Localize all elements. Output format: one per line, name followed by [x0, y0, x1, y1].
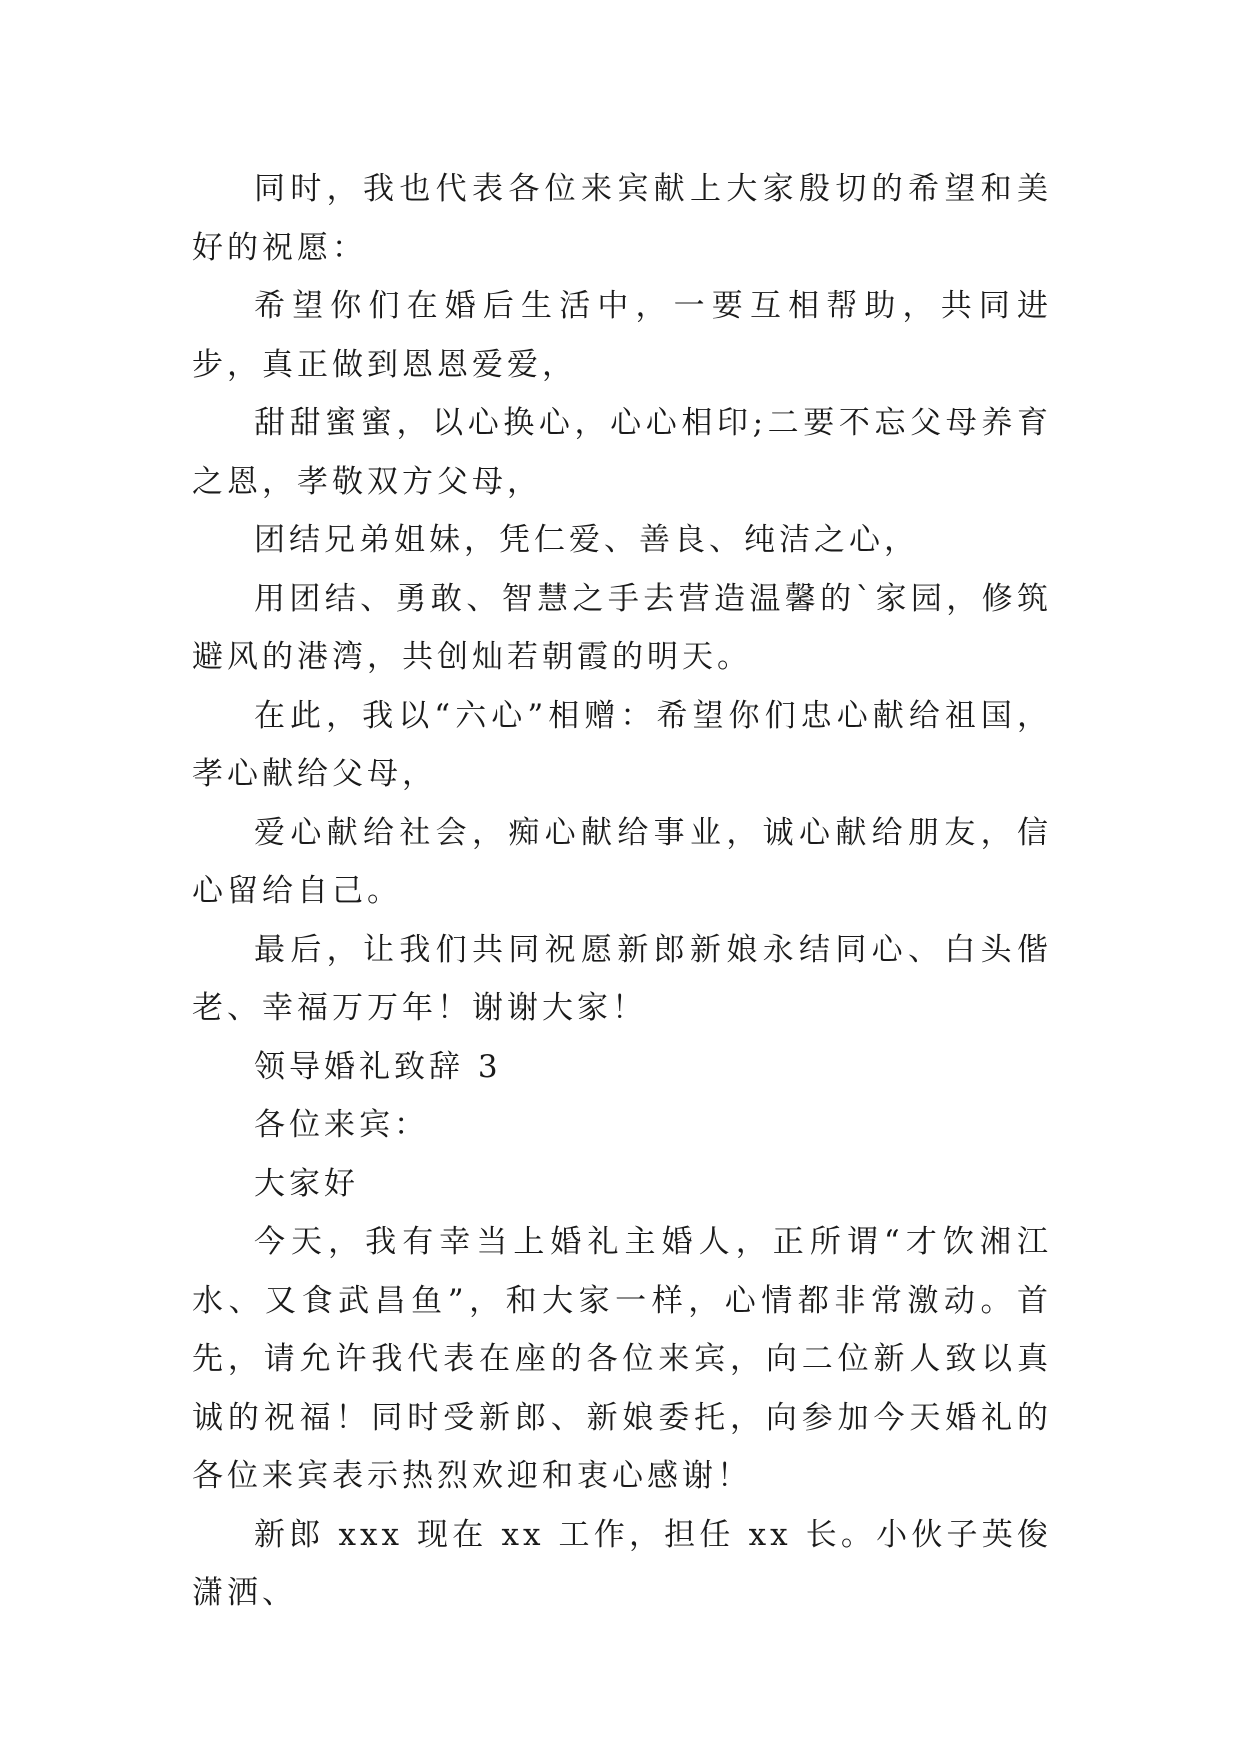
- paragraph: 新郎 xxx 现在 xx 工作，担任 xx 长。小伙子英俊潇洒、: [192, 1516, 1052, 1611]
- paragraph: 用团结、勇敢、智慧之手去营造温馨的`家园，修筑避风的港湾，共创灿若朝霞的明天。: [192, 580, 1052, 675]
- salutation: 各位来宾：: [254, 1107, 429, 1143]
- paragraph: 同时，我也代表各位来宾献上大家殷切的希望和美好的祝愿：: [192, 171, 1052, 266]
- paragraph: 在此，我以“六心”相赠：希望你们忠心献给祖国，孝心献给父母，: [192, 697, 1052, 792]
- document-body: [192, 160, 1052, 1623]
- paragraph: 爱心献给社会，痴心献给事业，诚心献给朋友，信心留给自己。: [192, 814, 1052, 909]
- paragraph: 希望你们在婚后生活中，一要互相帮助，共同进步，真正做到恩恩爱爱，: [192, 288, 1052, 383]
- paragraph: 甜甜蜜蜜，以心换心，心心相印;二要不忘父母养育之恩，孝敬双方父母，: [192, 405, 1052, 500]
- paragraph: 最后，让我们共同祝愿新郎新娘永结同心、白头偕老、幸福万万年！谢谢大家！: [192, 931, 1052, 1026]
- greeting: 大家好: [254, 1165, 359, 1202]
- section-heading: 领导婚礼致辞 3: [254, 1048, 502, 1085]
- paragraph: 团结兄弟姐妹，凭仁爱、善良、纯洁之心，: [254, 522, 919, 558]
- paragraph: 今天，我有幸当上婚礼主婚人，正所谓“才饮湘江水、又食武昌鱼”，和大家一样，心情都非常激动。首先，请允许我代表在座的各位来宾，向二位新人致以真诚的祝福！同时受新郎、新娘委托，向参加今天婚礼的各位来宾表示热烈欢迎和衷心感谢！: [192, 1224, 1052, 1494]
